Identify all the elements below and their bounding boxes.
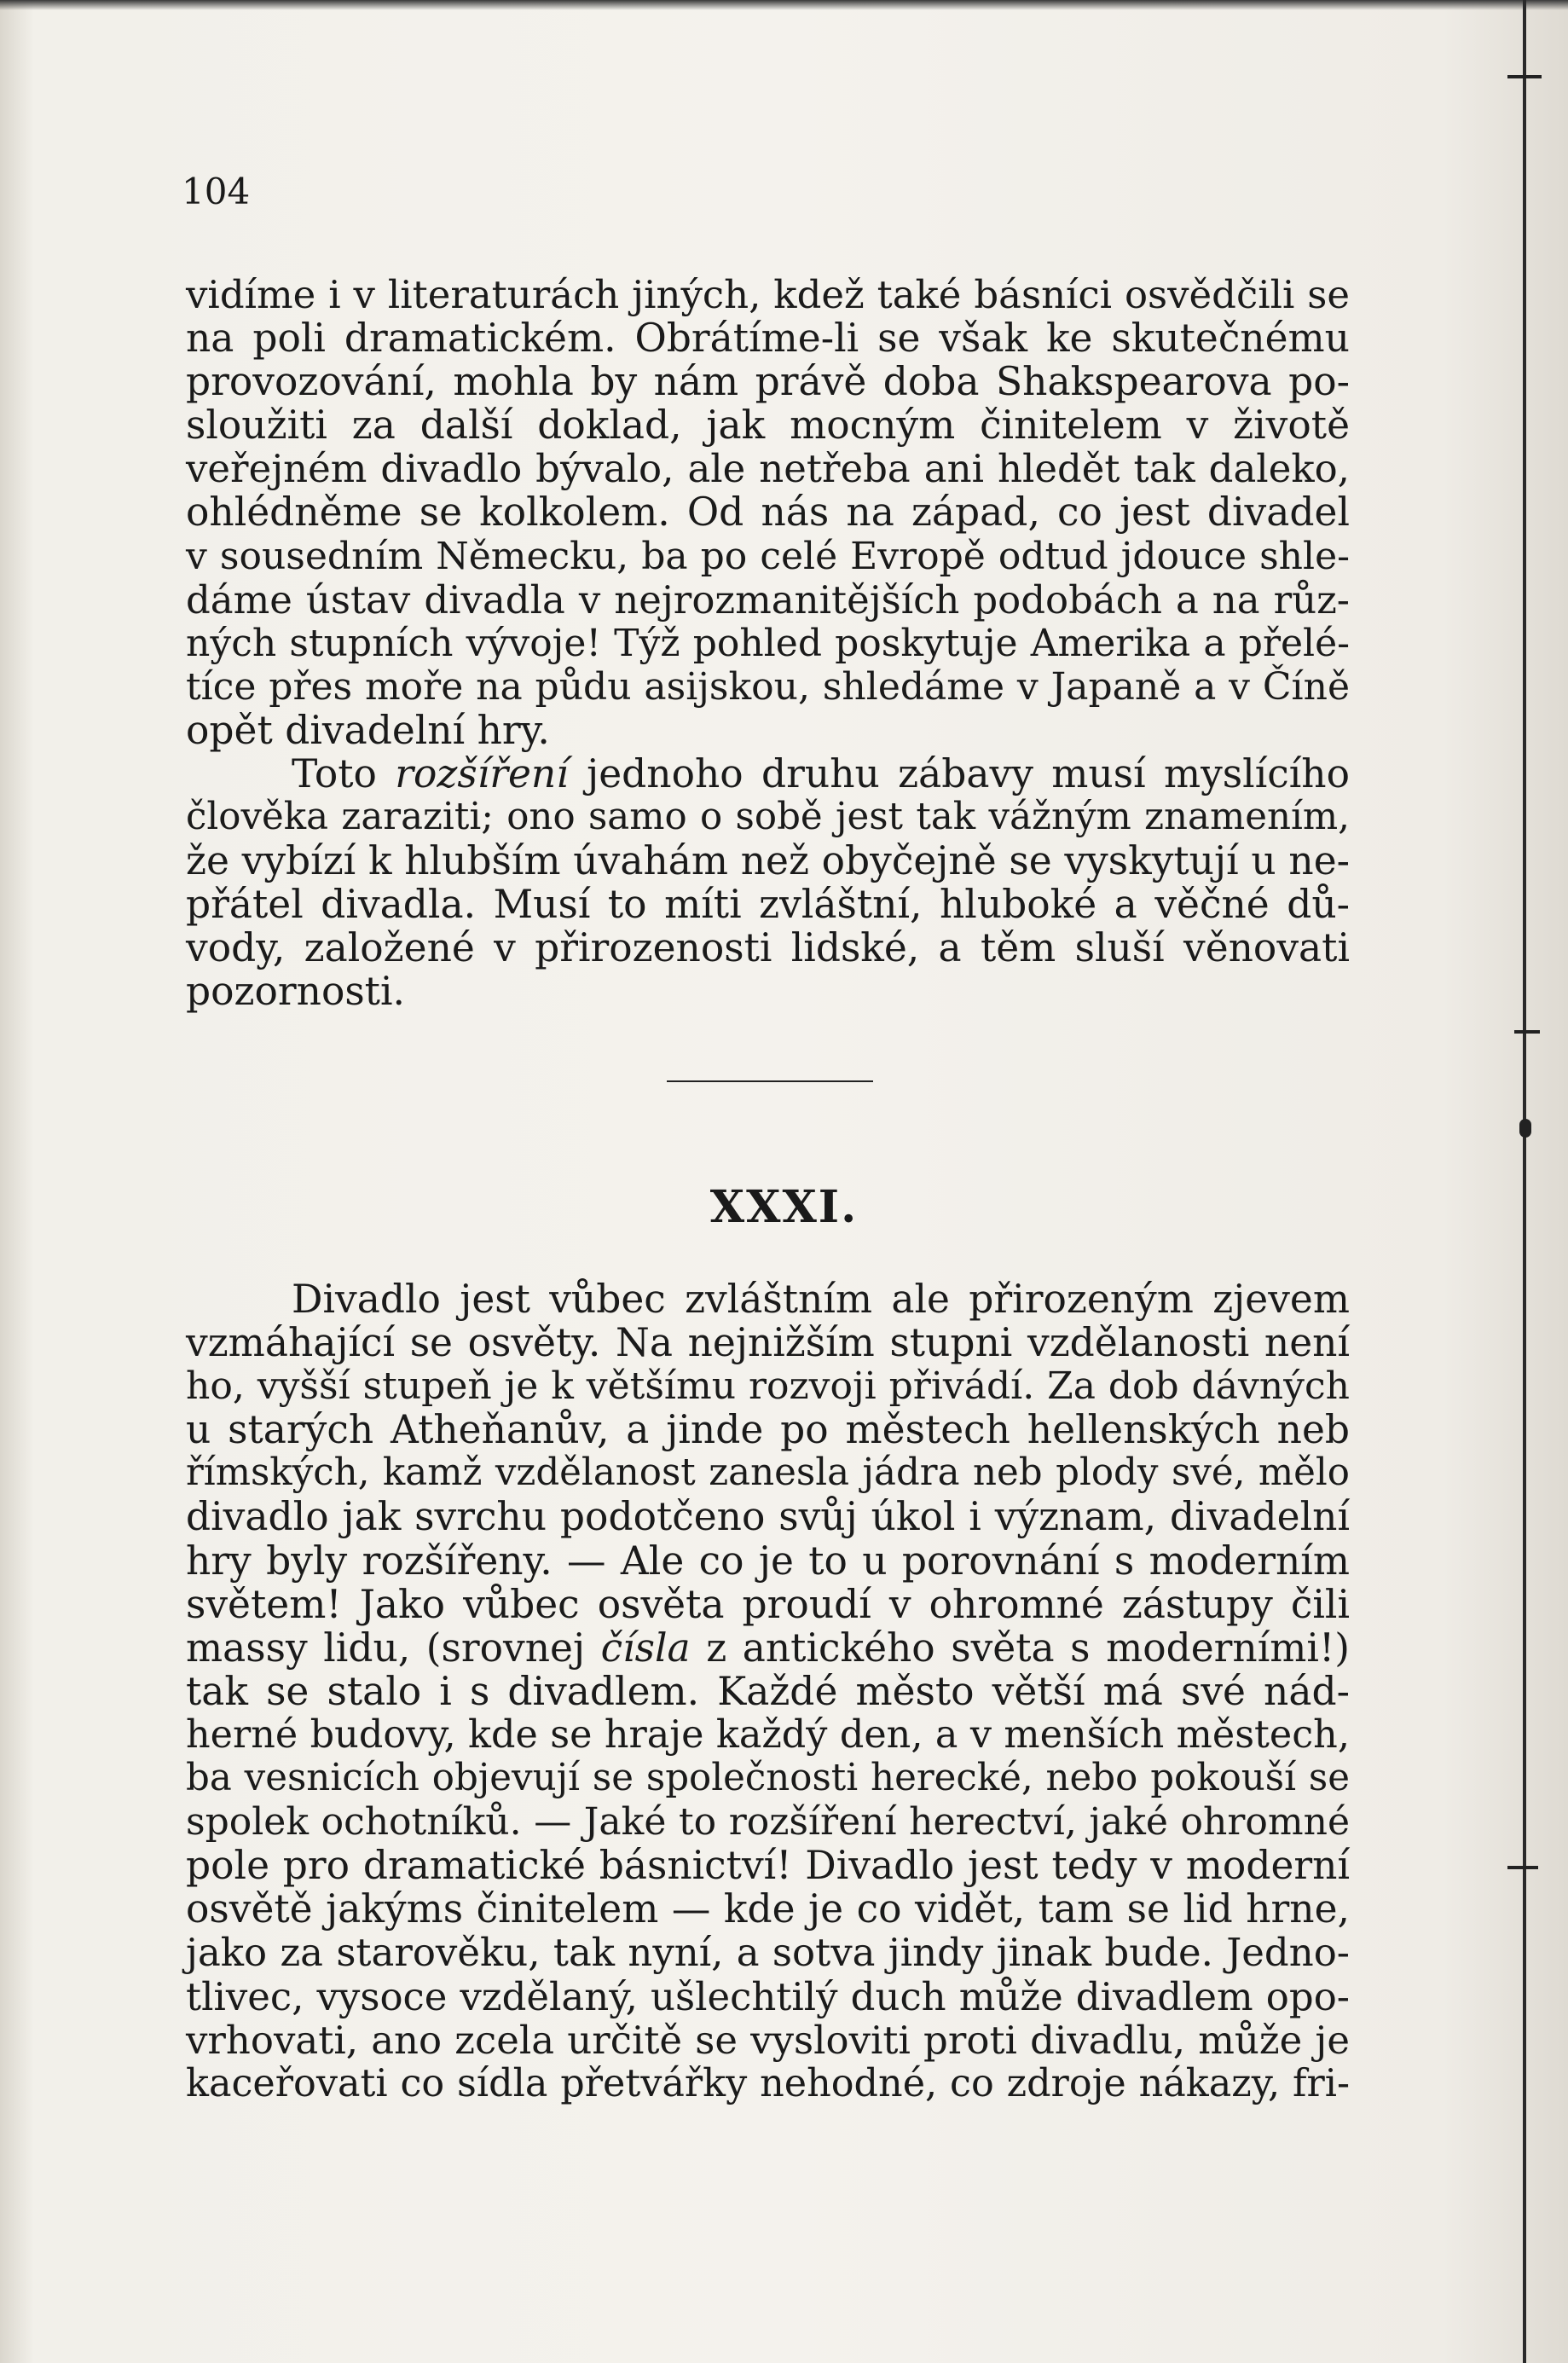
text-line — [186, 1626, 1350, 1670]
section-divider — [667, 1080, 873, 1082]
chapter-title: XXXI. — [709, 1181, 859, 1233]
text-line: jako za starověku, tak nyní, a sotva jindy jinak bude. Jedno- — [186, 1930, 1350, 1976]
text-line: dáme ústav divadla v nejrozmanitějších podobách a na růz- — [186, 576, 1350, 623]
text-line: ných stupních vývoje! Týž pohled poskytuje Amerika a přelé- — [186, 621, 1350, 665]
text-run: Toto — [292, 751, 396, 796]
text-line: Divadlo jest vůbec zvláštním ale přirozeným zjevem — [292, 1277, 1350, 1322]
text-line: tíce přes moře na půdu asijskou, shledáme v Japaně a v Číně — [186, 664, 1350, 709]
text-line: ba vesnicích objevují se společnosti herecké, nebo pokouší se — [186, 1757, 1350, 1800]
text-line: římských, kamž vzdělanost zanesla jádra neb plody své, mělo — [186, 1451, 1350, 1495]
paragraph-3 — [186, 1277, 1350, 2105]
text-line: pozornosti. — [186, 969, 405, 1015]
text-line: světem! Jako vůbec osvěta proudí v ohromné zástupy čili — [186, 1581, 1350, 1627]
page-top-edge-shadow — [0, 0, 1568, 10]
text-run: jednoho druhu zábavy musí myslícího — [568, 751, 1350, 796]
text-line: veřejném divadlo bývalo, ale netřeba ani hledět tak daleko, — [186, 446, 1350, 492]
margin-mark — [1514, 1030, 1540, 1034]
text-line: divadlo jak svrchu podotčeno svůj úkol i význam, divadelní — [186, 1494, 1350, 1540]
text-line: přátel divadla. Musí to míti zvláštní, hluboké a věčné dů- — [186, 882, 1350, 928]
text-line: vzmáhající se osvěty. Na nejnižším stupni vzdělanosti není — [186, 1320, 1350, 1366]
paragraph-1 — [186, 273, 1350, 752]
text-line — [186, 752, 1350, 796]
text-line: sloužiti za další doklad, jak mocným činitelem v životě — [186, 403, 1350, 449]
margin-mark — [1507, 1866, 1538, 1869]
text-line: spolek ochotníků. — Jaké to rozšíření herectví, jaké ohromné — [186, 1800, 1350, 1845]
text-line: hry byly rozšířeny. — Ale co je to u porovnání s moderním — [186, 1538, 1350, 1584]
text-line: v sousedním Německu, ba po celé Evropě odtud jdouce shle- — [186, 534, 1350, 578]
text-line: ohlédněme se kolkolem. Od nás na západ, co jest divadel — [186, 489, 1350, 536]
text-line: tlivec, vysoce vzdělaný, ušlechtilý duch může divadlem opo- — [186, 1973, 1350, 2019]
page-number: 104 — [182, 171, 251, 212]
text-line: ho, vyšší stupeň je k většímu rozvoji přivádí. Za dob dávných — [186, 1364, 1350, 1409]
emphasized-word: rozšíření — [395, 751, 569, 796]
text-line: u starých Atheňanův, a jinde po městech hellenských neb — [186, 1407, 1350, 1453]
text-line: osvětě jakýms činitelem — kde je co vidět, tam se lid hrne, — [186, 1886, 1350, 1932]
margin-mark — [1519, 1119, 1531, 1138]
text-line: vrhovati, ano zcela určitě se vysloviti proti divadlu, může je — [186, 2017, 1350, 2063]
text-run: massy lidu, (srovnej — [186, 1625, 601, 1671]
emphasized-word: čísla — [600, 1625, 691, 1671]
text-line: na poli dramatickém. Obrátíme-li se však ke skutečnému — [186, 316, 1350, 362]
text-line: provozování, mohla by nám právě doba Shakspearova po- — [186, 359, 1350, 405]
text-line: kaceřovati co sídla přetvářky nehodné, co zdroje nákazy, fri- — [186, 2061, 1350, 2105]
text-line: opět divadelní hry. — [186, 707, 550, 753]
paragraph-2 — [186, 752, 1350, 1014]
text-line: vody, založené v přirozenosti lidské, a těm sluší věnovati — [186, 925, 1350, 971]
text-line: tak se stalo i s divadlem. Každé město větší má své nád- — [186, 1668, 1350, 1714]
text-line: vidíme i v literaturách jiných, kdež také básníci osvědčili se — [186, 272, 1350, 317]
margin-mark — [1507, 75, 1542, 78]
text-line: člověka zaraziti; ono samo o sobě jest tak vážným znamením, — [186, 796, 1350, 839]
text-line: herné budovy, kde se hraje každý den, a v menších městech, — [186, 1712, 1350, 1757]
text-line: pole pro dramatické básnictví! Divadlo jest tedy v moderní — [186, 1843, 1350, 1889]
text-line: že vybízí k hlubším úvahám než obyčejně se vyskytují u ne- — [186, 838, 1350, 884]
text-run: z antického světa s moderními!) — [690, 1625, 1351, 1671]
